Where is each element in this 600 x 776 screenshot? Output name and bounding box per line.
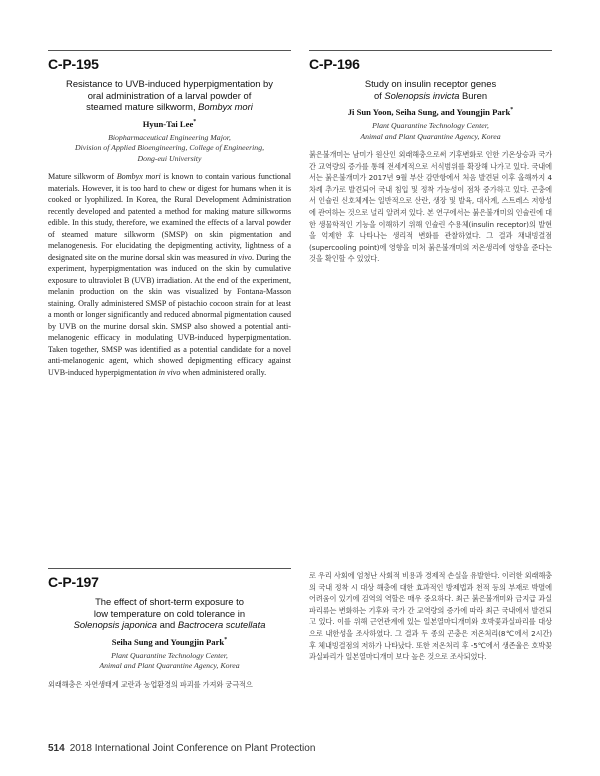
title-line: Study on insulin receptor genes <box>364 78 497 89</box>
page-number: 514 <box>48 743 65 754</box>
abstract-body: 로 우리 사회에 엄청난 사회적 비용과 경제적 손실을 유발한다. 이러한 외래해충의 국내 정착 시 대상 해충에 대한 효과적인 방제법과 천적 등의 부재로 박멸에 어려움이 있기에 검역의 역할은 매우 중요하다. 최근 붉은불개미와 금지급 과실파리류는 변화하는 기후와 국가 간 교역량의 증가에 따라 최근 국내에서 발견되고 있다. 이를 위해 근연관계에 있는 일본열마디개미와 호박꽃과실파리를 대상으로 내한성을 조사하였다. 그 결과 두 종의 곤충은 저온처리(8℃에서 2시간) 후 체내빙결점의 저하가 나타났다. 또한 저온처리 후 -5℃에서 생존율은 호박꽃과실파리가 일본열마디개미 보다 높은 것으로 조사되었다. <box>309 571 553 662</box>
abstract-title: The effect of short-term exposure to low temperature on cold tolerance in Solenopsis japonica and Bactrocera scutellata <box>73 596 266 630</box>
abstract-body: 붉은불개미는 남미가 원산인 외래해충으로써 기후변화로 인한 기온상승과 국가간 교역량의 증가를 통해 전세계적으로 서식범위를 확장해 나가고 있다. 국내에서는 붉은불개미가 2017년 9월 부산 감만항에서 처음 발견된 이후 올해까지 4차례 추가로 발견되어 국내 침입 및 정착 가능성이 점차 증가하고 있다. 곤충에서 인슐린 신호체계는 일반적으로 산란, 생장 및 발육, 대사계, 스트레스 저항성에 관여하는 것으로 널리 알려져 있다. 본 연구에서는 붉은불개미의 인슐린에 대한 생물학적인 기능을 이해하기 위해 인슐린 수용체(insulin receptor)의 발현을 억제한 후 나타나는 생리적 변화를 관찰하였다. 그 결과 채내빙결점(supercooling point)에 영향을 미쳐 붉은불개미의 저온생리에 영향을 준다는 것을 확인할 수 있었다. <box>309 150 553 264</box>
affiliation: Biopharmaceutical Engineering Major, Division of Applied Bioengineering, College of Engineering, Dong-eui University <box>74 132 265 163</box>
abstract-code: C-P-195 <box>48 56 99 72</box>
species-name: Solenopsis invicta <box>384 89 460 101</box>
title-line: Resistance to UVB-induced hyperpigmentation by <box>66 78 273 89</box>
species-name: Bombyx mori <box>198 101 253 112</box>
author-list: Seiha Sung and Youngjin Park* <box>111 636 228 647</box>
species-name: Solenopsis japonica <box>73 619 157 630</box>
species-name: Bactrocera scutellata <box>177 619 266 630</box>
affiliation: Plant Quarantine Technology Center, Animal and Plant Quarantine Agency, Korea <box>360 121 501 141</box>
abstract-c-p-195 <box>48 50 291 378</box>
abstract-title: Study on insulin receptor genes of Solenopsis invicta Buren <box>364 78 497 101</box>
title-line: steamed mature silkworm, <box>86 101 199 112</box>
abstract-c-p-196 <box>309 50 552 265</box>
section-divider <box>48 568 291 569</box>
abstract-code: C-P-196 <box>309 56 360 72</box>
abstract-body: 외래해충은 자연생태계 교란과 농업환경의 파괴를 가져와 궁극적으 <box>48 679 253 689</box>
abstract-body: Mature silkworm of Bombyx mori is known to contain various functional materials. However, it is too hard to chew or digest for humans when it is cooked or lyophilized. In Korea, the Rural Development Administration recently developed and patented a method for making mature silkworms edible. In this study, therefore, we examined the effects of a larval powder of steamed mature silkworm (SMSP) on skin pigmentation and melanogenesis. For elucidating the depigmenting activity, lightness of a designated site on the murine dorsal skin was measured in vivo. During the experiment, hyperpigmentation was induced on the skin by cumulative exposure to ultraviolet B (UVB) irradiation. At the end of the experiment, melanin production on the skin was visualized by Fontana-Masson staining. Orally administered SMSP of pistachio cocoon strain for at least a month or longer significantly and reduced abnormal pigmentation caused by UVB on the murine dorsal skin. SMSP also showed a potential anti-melanogenic efficacy in modulating UVB-induced hyperpigmentation. Taken together, SMSP was identified as a potential candidate for a novel anti-melanogenic agent, which showed depigmenting efficacy against UVB-induced hyperpigmentation in vivo when administered orally. <box>48 172 291 377</box>
conference-name: 2018 International Joint Conference on Plant Protection <box>69 743 316 754</box>
abstract-c-p-197-continued <box>309 570 552 663</box>
abstract-c-p-197 <box>48 568 291 690</box>
section-divider <box>309 50 552 51</box>
title-line: oral administration of a larval powder of <box>87 89 252 101</box>
page-footer <box>48 743 315 754</box>
author-list: Ji Sun Yoon, Seiha Sung, and Youngjin Park* <box>347 107 514 117</box>
abstract-title <box>48 78 291 113</box>
section-divider <box>48 50 291 51</box>
author-list: Hyun-Tai Lee* <box>142 118 197 129</box>
affiliation: Plant Quarantine Technology Center, Animal and Plant Quarantine Agency, Korea <box>99 650 240 670</box>
abstract-code: C-P-197 <box>48 574 99 590</box>
title-line: low temperature on cold tolerance in <box>93 607 246 619</box>
title-line: The effect of short-term exposure to <box>95 596 244 607</box>
